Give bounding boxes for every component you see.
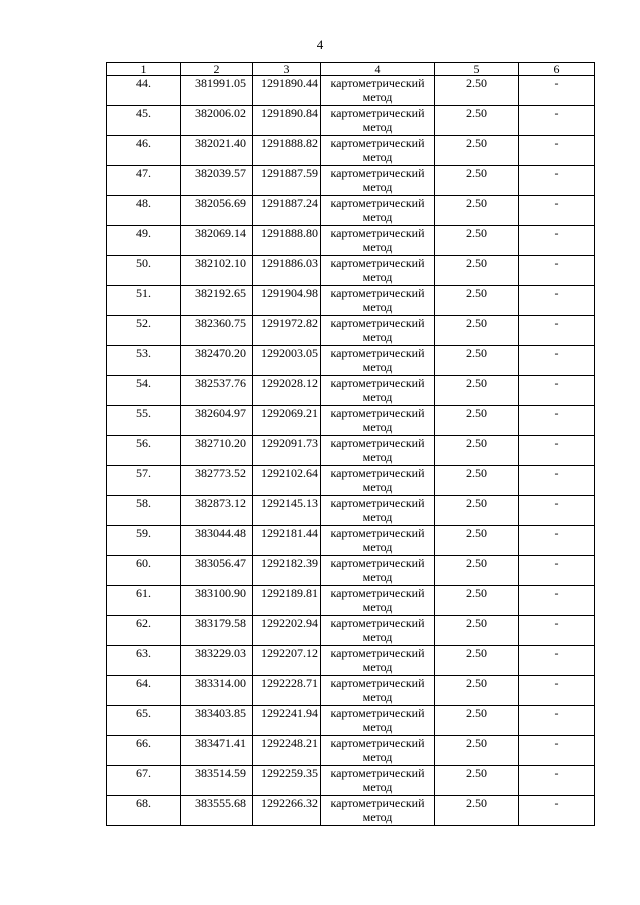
- x-coordinate-cell: 383403.85: [181, 706, 253, 736]
- y-coordinate-cell: 1291888.80: [253, 226, 321, 256]
- table-row: [107, 496, 595, 526]
- x-coordinate-cell: 382710.20: [181, 436, 253, 466]
- accuracy-cell: 2.50: [435, 106, 519, 136]
- accuracy-cell: 2.50: [435, 196, 519, 226]
- method-cell: картометрический метод: [321, 76, 435, 106]
- accuracy-cell: 2.50: [435, 286, 519, 316]
- point-number-cell: 47.: [107, 166, 181, 196]
- accuracy-cell: 2.50: [435, 496, 519, 526]
- x-coordinate-cell: 382773.52: [181, 466, 253, 496]
- method-cell: картометрический метод: [321, 226, 435, 256]
- method-cell: картометрический метод: [321, 256, 435, 286]
- note-cell: -: [519, 226, 595, 256]
- note-cell: -: [519, 496, 595, 526]
- accuracy-cell: 2.50: [435, 346, 519, 376]
- y-coordinate-cell: 1291888.82: [253, 136, 321, 166]
- point-number-cell: 64.: [107, 676, 181, 706]
- point-number-cell: 68.: [107, 796, 181, 826]
- accuracy-cell: 2.50: [435, 466, 519, 496]
- accuracy-cell: 2.50: [435, 646, 519, 676]
- y-coordinate-cell: 1291887.59: [253, 166, 321, 196]
- header-cell: 3: [253, 63, 321, 76]
- accuracy-cell: 2.50: [435, 676, 519, 706]
- x-coordinate-cell: 383100.90: [181, 586, 253, 616]
- y-coordinate-cell: 1292189.81: [253, 586, 321, 616]
- method-cell: картометрический метод: [321, 496, 435, 526]
- point-number-cell: 45.: [107, 106, 181, 136]
- method-cell: картометрический метод: [321, 556, 435, 586]
- note-cell: -: [519, 676, 595, 706]
- x-coordinate-cell: 382192.65: [181, 286, 253, 316]
- accuracy-cell: 2.50: [435, 76, 519, 106]
- x-coordinate-cell: 383555.68: [181, 796, 253, 826]
- table-row: [107, 676, 595, 706]
- point-number-cell: 54.: [107, 376, 181, 406]
- method-cell: картометрический метод: [321, 586, 435, 616]
- point-number-cell: 62.: [107, 616, 181, 646]
- y-coordinate-cell: 1292241.94: [253, 706, 321, 736]
- note-cell: -: [519, 466, 595, 496]
- note-cell: -: [519, 556, 595, 586]
- table-row: [107, 106, 595, 136]
- y-coordinate-cell: 1291886.03: [253, 256, 321, 286]
- point-number-cell: 49.: [107, 226, 181, 256]
- note-cell: -: [519, 616, 595, 646]
- method-cell: картометрический метод: [321, 766, 435, 796]
- method-cell: картометрический метод: [321, 676, 435, 706]
- note-cell: -: [519, 646, 595, 676]
- point-number-cell: 56.: [107, 436, 181, 466]
- accuracy-cell: 2.50: [435, 316, 519, 346]
- table-row: [107, 796, 595, 826]
- accuracy-cell: 2.50: [435, 406, 519, 436]
- point-number-cell: 57.: [107, 466, 181, 496]
- x-coordinate-cell: 383056.47: [181, 556, 253, 586]
- header-cell: 6: [519, 63, 595, 76]
- point-number-cell: 59.: [107, 526, 181, 556]
- point-number-cell: 66.: [107, 736, 181, 766]
- x-coordinate-cell: 382039.57: [181, 166, 253, 196]
- table-row: [107, 346, 595, 376]
- note-cell: -: [519, 526, 595, 556]
- accuracy-cell: 2.50: [435, 256, 519, 286]
- note-cell: -: [519, 586, 595, 616]
- y-coordinate-cell: 1291904.98: [253, 286, 321, 316]
- table-row: [107, 406, 595, 436]
- method-cell: картометрический метод: [321, 166, 435, 196]
- x-coordinate-cell: 383471.41: [181, 736, 253, 766]
- method-cell: картометрический метод: [321, 466, 435, 496]
- table-row: [107, 556, 595, 586]
- accuracy-cell: 2.50: [435, 796, 519, 826]
- coordinates-table: [106, 62, 595, 826]
- note-cell: -: [519, 436, 595, 466]
- header-cell: 2: [181, 63, 253, 76]
- point-number-cell: 51.: [107, 286, 181, 316]
- note-cell: -: [519, 166, 595, 196]
- method-cell: картометрический метод: [321, 526, 435, 556]
- table-row: [107, 376, 595, 406]
- note-cell: -: [519, 406, 595, 436]
- method-cell: картометрический метод: [321, 616, 435, 646]
- table-row: [107, 196, 595, 226]
- y-coordinate-cell: 1292259.35: [253, 766, 321, 796]
- accuracy-cell: 2.50: [435, 226, 519, 256]
- table-row: [107, 436, 595, 466]
- x-coordinate-cell: 381991.05: [181, 76, 253, 106]
- point-number-cell: 58.: [107, 496, 181, 526]
- table-row: [107, 526, 595, 556]
- y-coordinate-cell: 1292102.64: [253, 466, 321, 496]
- x-coordinate-cell: 383514.59: [181, 766, 253, 796]
- point-number-cell: 53.: [107, 346, 181, 376]
- table-row: [107, 286, 595, 316]
- page-number: 4: [316, 37, 324, 52]
- y-coordinate-cell: 1292003.05: [253, 346, 321, 376]
- accuracy-cell: 2.50: [435, 586, 519, 616]
- x-coordinate-cell: 382604.97: [181, 406, 253, 436]
- point-number-cell: 52.: [107, 316, 181, 346]
- y-coordinate-cell: 1292145.13: [253, 496, 321, 526]
- note-cell: -: [519, 196, 595, 226]
- accuracy-cell: 2.50: [435, 166, 519, 196]
- note-cell: -: [519, 706, 595, 736]
- accuracy-cell: 2.50: [435, 376, 519, 406]
- y-coordinate-cell: 1292248.21: [253, 736, 321, 766]
- point-number-cell: 55.: [107, 406, 181, 436]
- method-cell: картометрический метод: [321, 436, 435, 466]
- accuracy-cell: 2.50: [435, 766, 519, 796]
- table-row: [107, 136, 595, 166]
- x-coordinate-cell: 383179.58: [181, 616, 253, 646]
- point-number-cell: 44.: [107, 76, 181, 106]
- table-row: [107, 616, 595, 646]
- method-cell: картометрический метод: [321, 796, 435, 826]
- table-row: [107, 646, 595, 676]
- y-coordinate-cell: 1291890.44: [253, 76, 321, 106]
- header-cell: 1: [107, 63, 181, 76]
- x-coordinate-cell: 382021.40: [181, 136, 253, 166]
- y-coordinate-cell: 1291890.84: [253, 106, 321, 136]
- note-cell: -: [519, 106, 595, 136]
- note-cell: -: [519, 766, 595, 796]
- x-coordinate-cell: 382006.02: [181, 106, 253, 136]
- accuracy-cell: 2.50: [435, 616, 519, 646]
- y-coordinate-cell: 1292028.12: [253, 376, 321, 406]
- note-cell: -: [519, 76, 595, 106]
- x-coordinate-cell: 382537.76: [181, 376, 253, 406]
- method-cell: картометрический метод: [321, 286, 435, 316]
- table-row: [107, 766, 595, 796]
- note-cell: -: [519, 316, 595, 346]
- table-row: [107, 466, 595, 496]
- y-coordinate-cell: 1292091.73: [253, 436, 321, 466]
- y-coordinate-cell: 1292207.12: [253, 646, 321, 676]
- point-number-cell: 60.: [107, 556, 181, 586]
- table-row: [107, 226, 595, 256]
- method-cell: картометрический метод: [321, 706, 435, 736]
- note-cell: -: [519, 256, 595, 286]
- note-cell: -: [519, 376, 595, 406]
- method-cell: картометрический метод: [321, 346, 435, 376]
- table-row: [107, 166, 595, 196]
- method-cell: картометрический метод: [321, 316, 435, 346]
- note-cell: -: [519, 346, 595, 376]
- note-cell: -: [519, 736, 595, 766]
- point-number-cell: 50.: [107, 256, 181, 286]
- table-row: [107, 736, 595, 766]
- point-number-cell: 46.: [107, 136, 181, 166]
- method-cell: картометрический метод: [321, 406, 435, 436]
- y-coordinate-cell: 1291887.24: [253, 196, 321, 226]
- x-coordinate-cell: 382470.20: [181, 346, 253, 376]
- header-cell: 5: [435, 63, 519, 76]
- point-number-cell: 65.: [107, 706, 181, 736]
- y-coordinate-cell: 1292181.44: [253, 526, 321, 556]
- x-coordinate-cell: 382069.14: [181, 226, 253, 256]
- method-cell: картометрический метод: [321, 196, 435, 226]
- note-cell: -: [519, 136, 595, 166]
- y-coordinate-cell: 1292069.21: [253, 406, 321, 436]
- point-number-cell: 67.: [107, 766, 181, 796]
- table-row: [107, 586, 595, 616]
- method-cell: картометрический метод: [321, 136, 435, 166]
- x-coordinate-cell: 382056.69: [181, 196, 253, 226]
- method-cell: картометрический метод: [321, 646, 435, 676]
- method-cell: картометрический метод: [321, 736, 435, 766]
- accuracy-cell: 2.50: [435, 526, 519, 556]
- accuracy-cell: 2.50: [435, 556, 519, 586]
- x-coordinate-cell: 383314.00: [181, 676, 253, 706]
- x-coordinate-cell: 382360.75: [181, 316, 253, 346]
- accuracy-cell: 2.50: [435, 736, 519, 766]
- y-coordinate-cell: 1292266.32: [253, 796, 321, 826]
- method-cell: картометрический метод: [321, 376, 435, 406]
- y-coordinate-cell: 1291972.82: [253, 316, 321, 346]
- accuracy-cell: 2.50: [435, 436, 519, 466]
- x-coordinate-cell: 383229.03: [181, 646, 253, 676]
- point-number-cell: 63.: [107, 646, 181, 676]
- table-row: [107, 316, 595, 346]
- accuracy-cell: 2.50: [435, 706, 519, 736]
- y-coordinate-cell: 1292182.39: [253, 556, 321, 586]
- x-coordinate-cell: 382873.12: [181, 496, 253, 526]
- accuracy-cell: 2.50: [435, 136, 519, 166]
- point-number-cell: 61.: [107, 586, 181, 616]
- x-coordinate-cell: 383044.48: [181, 526, 253, 556]
- header-row: [107, 63, 595, 76]
- x-coordinate-cell: 382102.10: [181, 256, 253, 286]
- note-cell: -: [519, 286, 595, 316]
- y-coordinate-cell: 1292228.71: [253, 676, 321, 706]
- table-row: [107, 706, 595, 736]
- point-number-cell: 48.: [107, 196, 181, 226]
- method-cell: картометрический метод: [321, 106, 435, 136]
- header-cell: 4: [321, 63, 435, 76]
- table-row: [107, 256, 595, 286]
- note-cell: -: [519, 796, 595, 826]
- y-coordinate-cell: 1292202.94: [253, 616, 321, 646]
- table-row: [107, 76, 595, 106]
